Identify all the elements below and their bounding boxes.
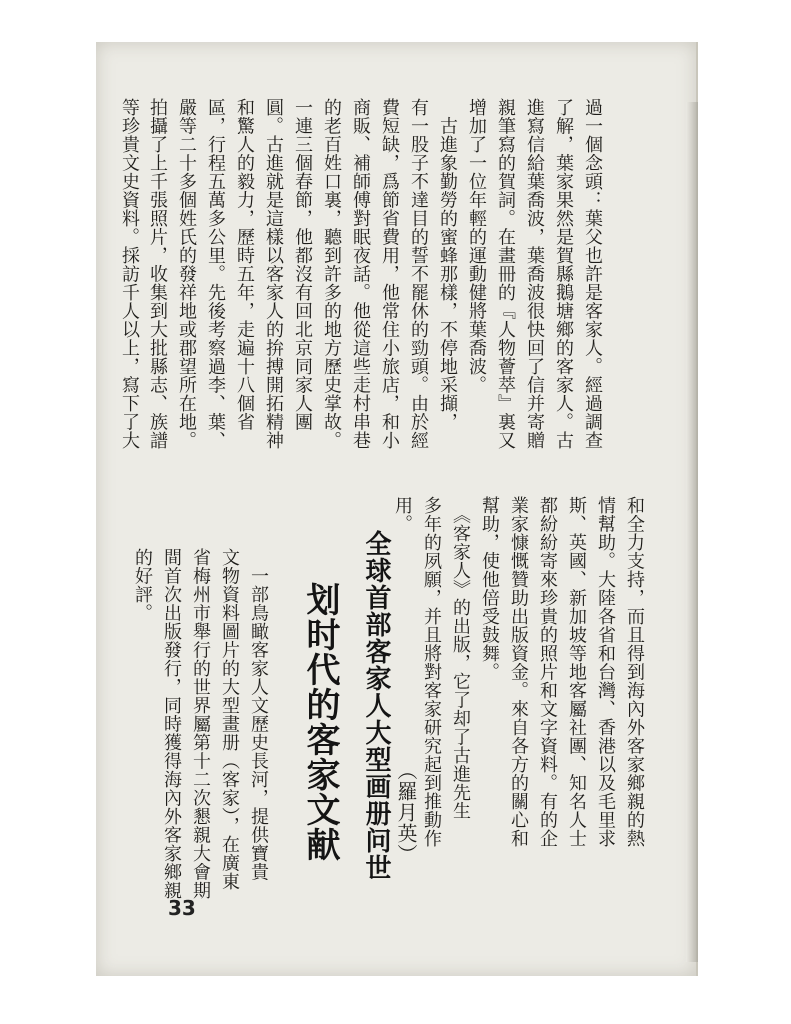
- text-column: 《客家人》的出版，它了却了古進先生: [450, 496, 471, 820]
- text-column: 拍攝了上千張照片，收集到大批縣志、族譜: [147, 98, 168, 450]
- text-column: 進寫信給葉喬波，葉喬波很快回了信并寄贈: [524, 98, 545, 450]
- text-column: 文物資料圖片的大型畫册（客家），在廣東: [219, 548, 240, 891]
- text-column: 和驚人的毅力，歷時五年，走遍十八個省: [234, 98, 255, 431]
- text-column: 親筆寫的賀詞。在畫冊的『人物薈萃』裏又: [495, 98, 516, 450]
- text-column: 等珍貴文史資料。採訪千人以上，寫下了大: [119, 98, 140, 450]
- page-edge-shadow: [686, 102, 698, 962]
- book-page: [96, 42, 698, 976]
- text-column: 嚴等二十多個姓氏的發祥地或郡望所在地。: [176, 98, 197, 450]
- text-column: 斯、英國、新加坡等地客屬社團、知名人士: [566, 496, 587, 848]
- text-column: 古進象勤勞的蜜蜂那樣，不停地采擷，: [437, 98, 458, 431]
- text-column: 和全力支持，而且得到海內外客家鄉親的熱: [624, 496, 645, 848]
- text-column: 增加了一位年輕的運動健將葉喬波。: [466, 98, 487, 394]
- headline-line-1: 全球首部客家人大型画册问世: [361, 530, 391, 881]
- text-column: 業家慷慨贊助出版資金。來自各方的關心和: [508, 496, 529, 848]
- text-column: 了解，葉家果然是賀縣鵝塘鄉的客家人。古: [553, 98, 574, 450]
- text-column: 省梅州市舉行的世界屬第十二次懇親大會期: [190, 548, 211, 900]
- text-column: 幫助，使他倍受鼓舞。: [479, 496, 500, 681]
- text-column: 有一股子不達目的誓不罷休的勁頭。由於經: [408, 98, 429, 450]
- text-column: 的好評。: [132, 548, 153, 622]
- text-column: 一連三個春節，他都沒有回北京同家人團: [292, 98, 313, 431]
- text-column: 區，行程五萬多公里。先後考察過李、葉、: [205, 98, 226, 450]
- text-column: 商販、補師傅對眠夜話。他從這些走村串巷: [350, 98, 371, 450]
- text-column: 費短缺，爲節省費用，他常住小旅店，和小: [379, 98, 400, 450]
- page-number: 33: [168, 896, 196, 920]
- author-signature: （羅月英）: [394, 760, 418, 865]
- headline-line-2: 划时代的客家文献: [300, 582, 340, 862]
- text-column: 情幫助。大陸各省和台灣、香港以及毛里求: [595, 496, 616, 848]
- text-column: 多年的夙願，并且將對客家研究起到推動作: [421, 496, 442, 848]
- text-column: 過一個念頭：葉父也許是客家人。經過調查: [582, 98, 603, 450]
- text-column: 一部鳥瞰客家人文歷史長河，提供寶貴: [248, 548, 269, 881]
- text-column: 都紛紛寄來珍貴的照片和文字資料。有的企: [537, 496, 558, 848]
- text-column: 用。: [392, 496, 413, 533]
- text-column: 圓。古進就是這樣以客家人的拚搏開拓精神: [263, 98, 284, 450]
- text-column: 間首次出版發行，同時獲得海內外客家鄉親: [161, 548, 182, 900]
- text-column: 的老百姓口裏，聽到許多的地方歷史掌故。: [321, 98, 342, 450]
